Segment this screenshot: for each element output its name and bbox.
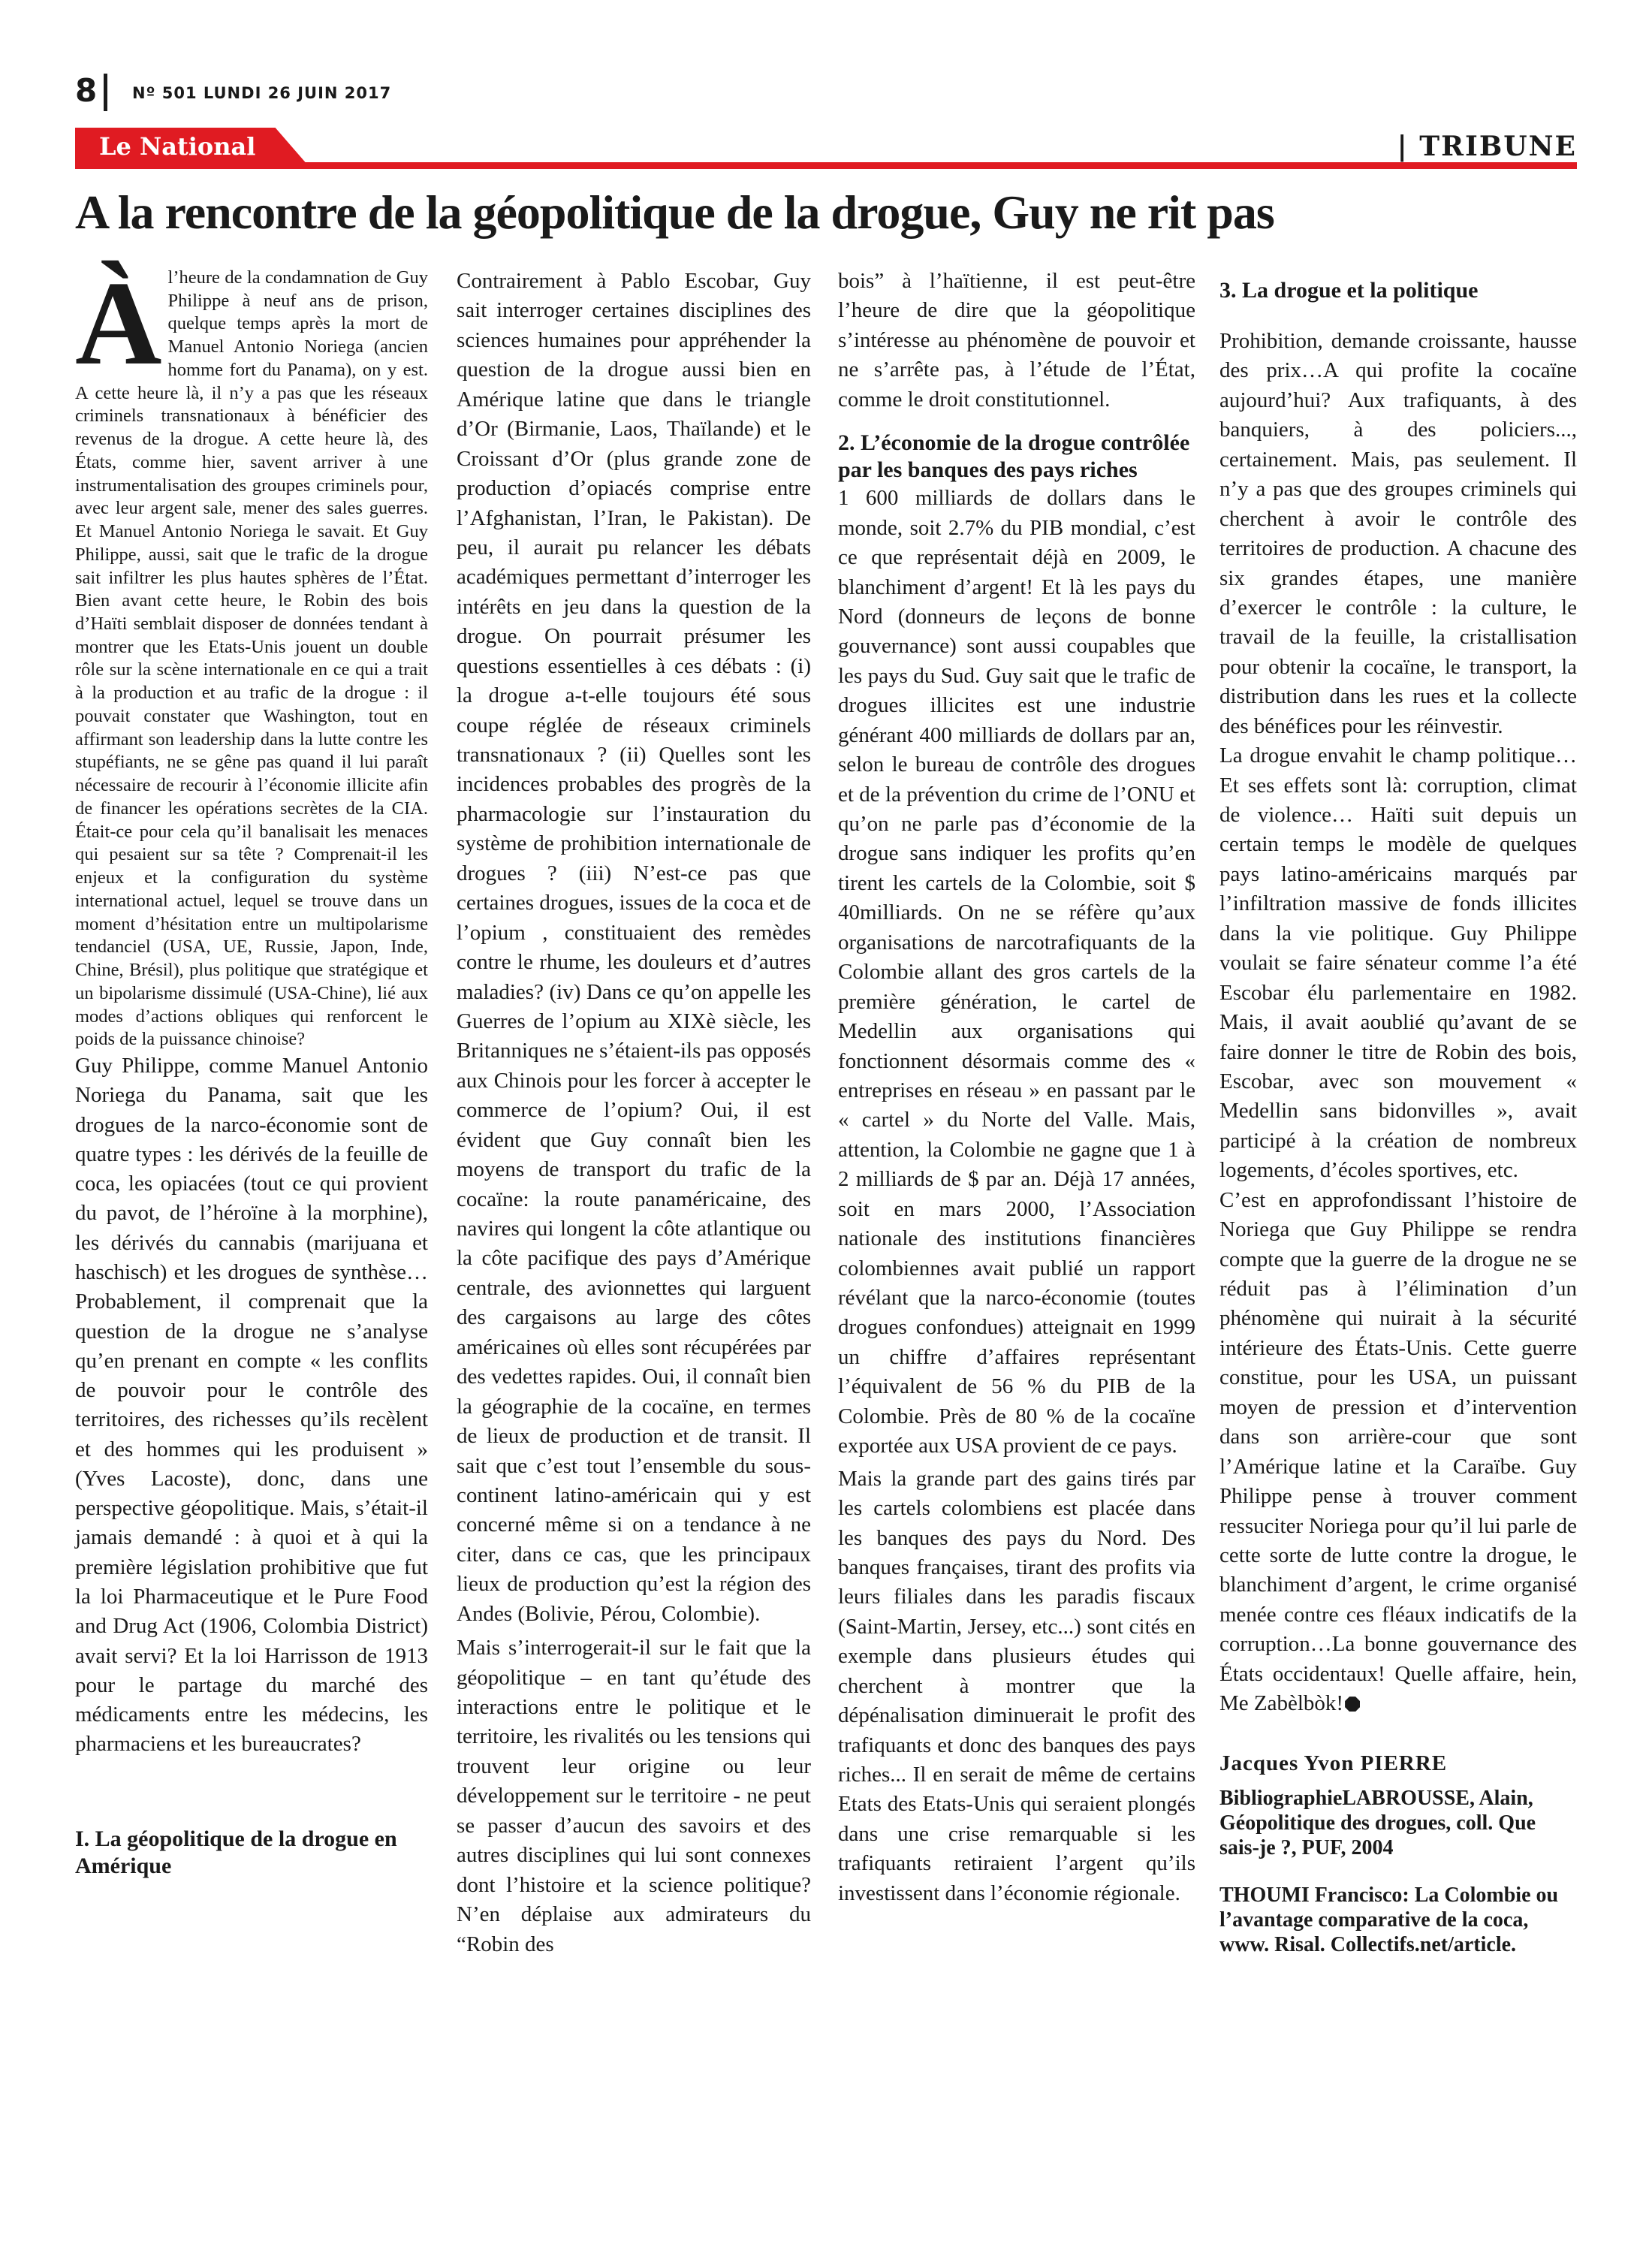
paragraph: Prohibition, demande croissante, hausse des prix…A qui profite la cocaïne aujourd’hui? Aux trafiquants, à des banquiers, à des policiers..., certainement. Mais, pas seulement. Il n’y a pas que des groupes criminels qui cherchent à avoir le contrôle des territoires de production. A chacune des six grandes étapes, une manière d’exercer le contrôle : la culture, le travail de la feuille, la cristallisation pour obtenir la cocaïne, le transport, la distribution dans les rues et la collecte des bénéfices pour les réinvestir. [1219, 329, 1577, 738]
end-mark-icon [1345, 1697, 1360, 1712]
article-column-4 [1219, 267, 1577, 1957]
article-headline: A la rencontre de la géopolitique de la drogue, Guy ne rit pas [75, 185, 1274, 239]
author-byline: Jacques Yvon PIERRE [1219, 1751, 1448, 1775]
paragraph: Mais s’interrogerait-il sur le fait que la géopolitique – en tant qu’étude des interactions entre le politique et le territoire, les rivalités ou les tensions qui trouvent leur origine ou leur développement sur le territoire - ne peut se passer d’aucun des savoirs et des autres disciplines qui lui sont connexes dont l’histoire et la science politique? N’en déplaise aux admirateurs du “Robin des [457, 1636, 811, 1956]
issue-date-line: Nº 501 LUNDI 26 JUIN 2017 [132, 84, 392, 102]
paragraph-text: C’est en approfondissant l’histoire de Noriega que Guy Philippe se rendra compte que la guerre de la drogue ne se réduit pas à l’élimination d’un phénomène qui nuirait à la sécurité intérieure des États-Unis. Cette guerre constitue, pour les USA, un puissant moyen de pression et d’intervention dans son arrière-cour que sont l’Amérique latine et la Caraïbe. Guy Philippe pense à trouver comment ressuciter Noriega pour qu’il lui parle de cette sorte de lutte contre la drogue, le blanchiment d’argent, le crime organisé menée contre ces fléaux indicatifs de la corruption…La bonne gouvernance des États occidentaux! Quelle affaire, hein, Me Zabèlbòk! [1219, 1187, 1577, 1716]
brand-name: Le National [99, 132, 256, 161]
article-column-1 [75, 256, 428, 1880]
paragraph: 1 600 milliards de dollars dans le monde, soit 2.7% du PIB mondial, c’est ce que représentait déjà en 2009, le blanchiment d’argent! Et là les pays du Nord (donneurs de leçons de bonne gouvernance) sont aussi coupables que les pays du Sud. Guy sait que le trafic de drogues illicites est une industrie générant 400 milliards de dollars par an, selon le bureau de contrôle des drogues et de la prévention du crime de l’ONU et qu’on ne parle pas d’économie de la drogue sans indiquer les profits qu’en tirent les cartels de la Colombie, soit $ 40milliards. On ne se réfère qu’aux organisations de narcotrafiquants de la Colombie allant des gros cartels de la première génération, le cartel de Medellin aux organisations qui fonctionnent désormais comme des « entreprises en réseau » en passant par le « cartel » du Norte del Valle. Mais, attention, la Colombie ne gagne que 1 à 2 milliards de $ par an. Déjà 17 années, soit en mars 2000, l’Association nationale des institutions financières colombiennes avait publié un rapport révélant que la narco-économie (toutes drogues confondues) atteignait en 1999 un chiffre d’affaires représentant l’équivalent de 56 % du PIB de la Colombie. Près de 80 % de la cocaïne exportée aux USA provient de ce pays. [838, 486, 1195, 1458]
section-rule [75, 162, 1577, 169]
paragraph: Guy Philippe, comme Manuel Antonio Noriega du Panama, sait que les drogues de la narco-économie sont de quatre types : les dérivés de la feuille de coca, les opiacées (tout ce qui provient du pavot, de l’héroïne à la morphine), les dérivés du cannabis (marijuana et haschisch) et les drogues de synthèse…Probablement, il comprenait que la question de la drogue ne s’analyse qu’en prenant en compte « les conflits de pouvoir pour le contrôle des territoires, des richesses qu’ils recèlent et des hommes qui les produisent » (Yves Lacoste), donc, dans une perspective géopolitique. Mais, s’était-il jamais demandé : à quoi et à qui la première législation prohibitive que fut la loi Pharmaceutique et le Pure Food and Drug Act (1906, Colombia District) avait servi? Et la loi Harrisson de 1913 pour le partage du marché des médicaments entre les médecins, les pharmaciens et les bureaucrates? [75, 1053, 428, 1757]
page-number: 8 [75, 72, 98, 109]
paragraph: bois” à l’haïtienne, il est peut-être l’heure de dire que la géopolitique s’intéresse au phénomène de pouvoir et ne s’arrête pas, à l’étude de l’État, comme le droit constitutionnel. [838, 269, 1195, 412]
bibliography-entry: BibliographieLABROUSSE, Alain, Géopolitique des drogues, coll. Que sais-je ?, PUF, 2004 [1219, 1787, 1536, 1860]
paragraph [1219, 1186, 1577, 1719]
subheading: I. La géopolitique de la drogue en Amérique [75, 1826, 397, 1878]
paragraph-text: l’heure de la condamnation de Guy Philippe à neuf ans de prison, quelque temps après la mort de Manuel Antonio Noriega (ancien homme fort du Panama), on y est. A cette heure là, il n’y a pas que les réseaux criminels transnationaux à bénéficier des revenus de la drogue. A cette heure là, des États, comme hier, savent arriver à une instrumentalisation des groupes criminels pour, avec leur argent sale, mener des sales guerres. Et Manuel Antonio Noriega le savait. Et Guy Philippe, aussi, sait que le trafic de la drogue sait infiltrer les plus hautes sphères de l’État. Bien avant cette heure, le Robin des bois d’Haïti semblait disposer de données tendant à montrer que les Etats-Unis jouent un double rôle sur la scène internationale en ce qui a trait à la production et au trafic de la drogue : il pouvait constater que Washington, tout en affirmant son leadership dans la lutte contre les stupéfiants, ne se gêne pas quand il lui paraît nécessaire de recourir à l’économie illicite afin de financer les opérations secrètes de la CIA. Était-ce pour cela qu’il banalisait les menaces qui pesaient sur sa tête ? Comprenait-il les enjeux et la configuration du système international actuel, lequel se trouve dans un moment d’hésitation entre un multipolarisme tendanciel (USA, UE, Russie, Japon, Inde, Chine, Brésil), plus politique que stratégique et un bipolarisme dissimulé (USA-Chine), lié aux modes d’actions obliques qui renforcent le poids de la puissance chinoise? [75, 267, 428, 1050]
paragraph: La drogue envahit le champ politique…Et ses effets sont là: corruption, climat de violence… Haïti suit depuis un certain temps le modèle de quelques pays latino-américains marqués par l’infiltration massive de fonds illicites dans la vie politique. Guy Philippe voulait se faire sénateur comme l’a été Escobar élu parlementaire en 1982. Mais, il avait aoublié qu’avant de se faire donner le titre de Robin des bois, Escobar, avec son mouvement « Medellin sans bidonvilles », avait participé à la création de nombreux logements, d’écoles sportives, etc. [1219, 743, 1577, 1183]
page-number-divider [104, 74, 107, 111]
paragraph [75, 256, 428, 1051]
bibliography-entry: THOUMI Francisco: La Colombie ou l’avantage comparative de la coca, www. Risal. Collectifs.net/article. [1219, 1884, 1559, 1957]
subheading: 2. L’économie de la drogue contrôlée par les banques des pays riches [838, 430, 1190, 483]
dropcap: À [75, 256, 162, 390]
paragraph: Contrairement à Pablo Escobar, Guy sait interroger certaines disciplines des sciences humaines pour appréhender la question de la drogue aussi bien en Amérique latine que dans le triangle d’Or (Birmanie, Laos, Thaïlande) et le Croissant d’Or (plus grande zone de production d’opiacés comprise entre l’Afghanistan, l’Iran, le Pakistan). De peu, il aurait pu relancer les débats académiques permettant d’interroger les intérêts en jeu dans la question de la drogue. On pourrait présumer les questions essentielles à ces débats : (i) la drogue a-t-elle toujours été sous coupe réglée de réseaux criminels transnationaux ? (ii) Quelles sont les incidences probables des progrès de la pharmacologie sur l’instauration du système de prohibition internationale de drogues ? (iii) N’est-ce pas que certaines drogues, issues de la coca et de l’opium , constituaient des remèdes contre le rhume, les douleurs et d’autres maladies? (iv) Dans ce qu’on appelle les Guerres de l’opium au XIXè siècle, les Britanniques ne s’étaient-ils pas opposés aux Chinois pour les forcer à accepter le commerce de l’opium? Oui, il est évident que Guy connaît bien les moyens de transport du trafic de la cocaïne: la route panaméricaine, des navires qui longent la côte atlantique ou la côte pacifique des pays d’Amérique centrale, des avionnettes qui larguent des cargaisons au large des côtes américaines où elles sont récupérées par des vedettes rapides. Oui, il connaît bien la géographie de la cocaïne, en termes de lieux de production et de transit. Il sait que c’est tout l’ensemble du sous-continent latino-américain qui y est concerné même si on a tendance à ne citer, dans ce cas, que les principaux lieux de production qu’est la région des Andes (Bolivie, Pérou, Colombie). [457, 269, 811, 1626]
subheading: 3. La drogue et la politique [1219, 278, 1479, 303]
article-column-3 [838, 267, 1195, 1908]
paragraph: Mais la grande part des gains tirés par les cartels colombiens est placée dans les banques des pays du Nord. Des banques françaises, tirant des profits via leurs filiales dans les paradis fiscaux (Saint-Martin, Jersey, etc...) sont cités en exemple dans plusieurs études qui cherchent à montrer que la dépénalisation diminuerait le profit des trafiquants et donc des banques des pays riches... Il en serait de même de certains Etats des Etats-Unis qui seraient plongés dans une crise remarquable si les trafiquants retiraient l’argent qu’ils investissent dans l’économie régionale. [838, 1466, 1195, 1905]
section-label: | TRIBUNE [1397, 131, 1577, 162]
article-column-2 [457, 267, 811, 1959]
